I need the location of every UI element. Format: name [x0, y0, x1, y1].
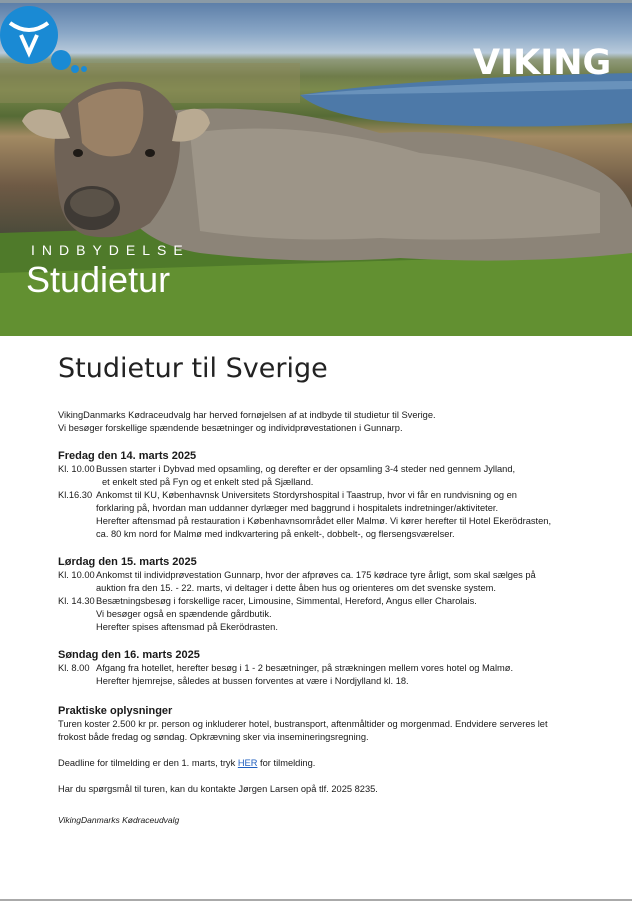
signature: VikingDanmarks Kødraceudvalg	[58, 815, 180, 825]
day-heading: Søndag den 16. marts 2025	[58, 649, 200, 661]
hero-title: Studietur	[26, 259, 171, 300]
day-heading: Lørdag den 15. marts 2025	[58, 556, 197, 568]
entry-line: Vi besøger også en spændende gårdbutik.	[96, 609, 272, 619]
entry-line: Herefter hjemrejse, således at bussen forventes at være i Nordjylland kl. 18.	[96, 676, 409, 686]
viking-logo	[0, 3, 200, 83]
hero-kicker: INDBYDELSE	[31, 242, 190, 258]
logo-wordmark: VIKING	[473, 43, 612, 83]
signup-link[interactable]: HER	[237, 758, 258, 768]
day-sunday	[58, 648, 588, 688]
entry-time: Kl. 10.00	[58, 570, 95, 580]
itinerary-entry	[58, 595, 588, 634]
deadline-pre: Deadline for tilmelding er den 1. marts, tryk	[58, 758, 238, 768]
itinerary-entry	[58, 463, 588, 489]
entry-line: auktion fra den 15. - 22. marts, vi deltager i dette åben hus og orienteres om det svenske system.	[96, 583, 496, 593]
intro-line: VikingDanmarks Kødraceudvalg har herved fornøjelsen af at indbyde til studietur til Sverige.	[58, 410, 436, 420]
entry-time: Kl. 14.30	[58, 596, 95, 606]
entry-line: Besætningsbesøg i forskellige racer, Limousine, Simmental, Hereford, Angus eller Charolais.	[96, 596, 477, 606]
entry-time: Kl.16.30	[58, 490, 93, 500]
practical-heading: Praktiske oplysninger	[58, 705, 173, 717]
itinerary-entry	[58, 489, 588, 541]
entry-line: Afgang fra hotellet, herefter besøg i 1 - 2 besætninger, på strækningen mellem vores hotel og Malmø.	[96, 663, 514, 673]
entry-line: et enkelt sted på Fyn og et enkelt sted på Sjælland.	[102, 477, 314, 487]
deadline-post: for tilmelding.	[257, 758, 316, 768]
entry-time: Kl. 10.00	[58, 464, 95, 474]
itinerary-entry	[58, 662, 588, 688]
day-saturday	[58, 555, 588, 634]
practical-line: frokost både fredag og søndag. Opkrævning sker via insemineringsregning.	[58, 732, 369, 742]
hero-banner	[0, 3, 632, 336]
entry-time: Kl. 8.00	[58, 663, 90, 673]
contact-text: Har du spørgsmål til turen, kan du kontakte Jørgen Larsen opå tlf. 2025 8235.	[58, 784, 378, 794]
entry-line: forklaring på, hvordan man uddanner dyrlæger med baggrund i hospitalets indretninger/aktiviteter.	[96, 503, 499, 513]
itinerary-entry	[58, 569, 588, 595]
intro	[58, 409, 588, 435]
entry-line: Ankomst til individprøvestation Gunnarp, hvor der afprøves ca. 175 kødrace tyre årligt, som skal sælges på	[96, 570, 536, 580]
practical-line: Turen koster 2.500 kr pr. person og inkluderer hotel, bustransport, aftenmåltider og morgenmad. Endvidere serveres let	[58, 719, 548, 729]
day-heading: Fredag den 14. marts 2025	[58, 450, 197, 462]
letter-body	[58, 350, 588, 827]
day-friday	[58, 449, 588, 541]
intro-line: Vi besøger forskellige spændende besætninger og individprøvestationen i Gunnarp.	[58, 423, 403, 433]
entry-line: Ankomst til KU, Københavnsk Universitets Stordyrshospital i Taastrup, hvor vi får en rundvisning og en	[96, 490, 517, 500]
entry-line: ca. 80 km nord for Malmø med indkvartering på enkelt-, dobbelt-, og flersengsværelser.	[96, 529, 455, 539]
entry-line: Herefter aftensmad på restauration i Københavnsområdet eller Malmø. Vi kører herefter til Hotel Ekerödrasten,	[96, 516, 552, 526]
entry-line: Bussen starter i Dybvad med opsamling, og derefter er der opsamling 3-4 steder ned gennem Jylland,	[96, 464, 516, 474]
entry-line: Herefter spises aftensmad på Ekerödrasten.	[96, 622, 278, 632]
deadline-text	[58, 757, 588, 770]
page-title: Studietur til Sverige	[58, 353, 328, 384]
